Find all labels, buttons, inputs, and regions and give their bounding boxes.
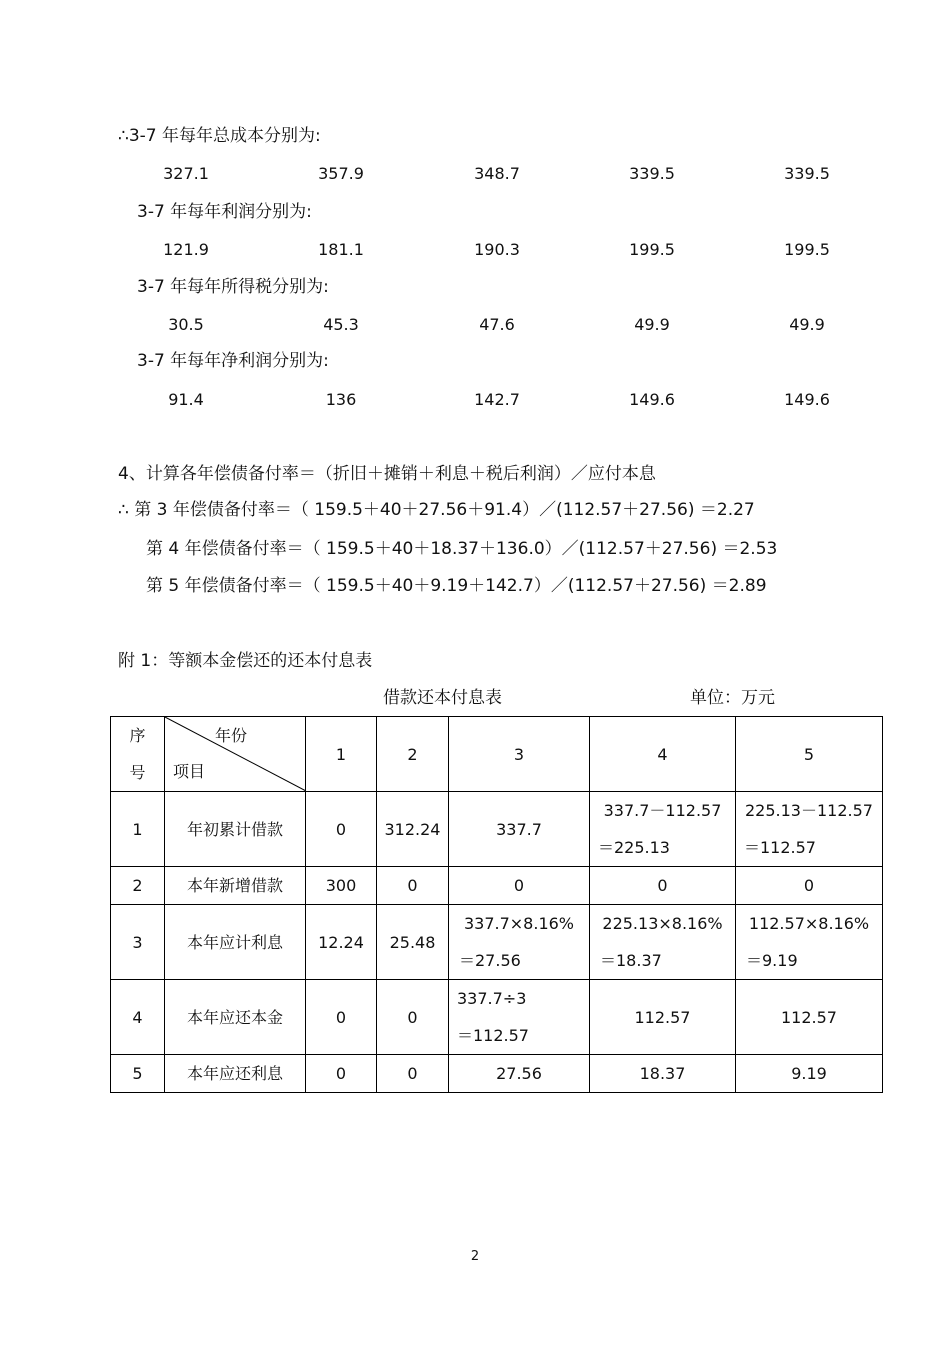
coverage-year3: ∴ 第 3 年偿债备付率＝（ 159.5＋40＋27.56＋91.4）／(112.57＋27.56) ＝2.27	[118, 500, 755, 520]
cell	[449, 905, 590, 980]
cell-line: ＝9.19	[746, 951, 798, 970]
cost-value: 348.7	[474, 164, 520, 183]
row-item: 本年应还本金	[165, 980, 306, 1055]
net-value: 149.6	[784, 390, 830, 409]
tax-value: 47.6	[479, 315, 515, 334]
net-value: 142.7	[474, 390, 520, 409]
cell: 0	[377, 1055, 449, 1093]
header-diagonal-cell	[165, 717, 306, 792]
row-seq: 3	[111, 905, 165, 980]
row-seq: 4	[111, 980, 165, 1055]
profit-value: 199.5	[784, 240, 830, 259]
cell	[736, 905, 883, 980]
cost-value: 339.5	[784, 164, 830, 183]
profit-value: 199.5	[629, 240, 675, 259]
row-seq: 5	[111, 1055, 165, 1093]
appendix-title: 附 1：等额本金偿还的还本付息表	[118, 651, 373, 671]
header-year: 4	[590, 717, 736, 792]
table-title: 借款还本付息表	[383, 688, 502, 708]
header-item-label: 项目	[173, 762, 206, 781]
cell-line: 112.57×8.16%	[748, 914, 870, 933]
cell: 27.56	[449, 1055, 590, 1093]
header-seq	[111, 717, 165, 792]
coverage-year5: 第 5 年偿债备付率＝（ 159.5＋40＋9.19＋142.7）／(112.57＋27.56) ＝2.89	[146, 576, 767, 596]
table-header-row	[111, 717, 883, 792]
cell-line: 225.13－112.57	[745, 801, 873, 820]
table-row	[111, 905, 883, 980]
cell: 0	[449, 867, 590, 905]
row-seq: 1	[111, 792, 165, 867]
table-row	[111, 867, 883, 905]
net-title: 3-7 年每年净利润分别为:	[137, 351, 329, 371]
cell: 25.48	[377, 905, 449, 980]
table-row	[111, 792, 883, 867]
header-year: 1	[306, 717, 377, 792]
cell	[590, 905, 736, 980]
cell-line: ＝225.13	[598, 838, 670, 857]
tax-value: 30.5	[168, 315, 204, 334]
cell: 0	[377, 867, 449, 905]
cost-value: 357.9	[318, 164, 364, 183]
net-value: 149.6	[629, 390, 675, 409]
repayment-table	[110, 716, 883, 1093]
unit-label: 单位：万元	[690, 688, 775, 708]
cell: 0	[736, 867, 883, 905]
cell: 12.24	[306, 905, 377, 980]
header-year: 5	[736, 717, 883, 792]
tax-value: 49.9	[789, 315, 825, 334]
cell: 112.57	[736, 980, 883, 1055]
net-value: 91.4	[168, 390, 204, 409]
section4-heading: 4、计算各年偿债备付率＝（折旧＋摊销＋利息＋税后利润）／应付本息	[118, 464, 656, 484]
table-row	[111, 1055, 883, 1093]
cell: 300	[306, 867, 377, 905]
table-row	[111, 980, 883, 1055]
header-year-label: 年份	[215, 726, 248, 745]
cell: 0	[306, 792, 377, 867]
tax-title: 3-7 年每年所得税分别为:	[137, 277, 329, 297]
cell-line: ＝112.57	[457, 1026, 529, 1045]
cell-line: 337.7－112.57	[603, 801, 722, 820]
cost-title: ∴3-7 年每年总成本分别为:	[118, 126, 321, 146]
cell	[736, 792, 883, 867]
net-value: 136	[325, 390, 357, 409]
row-item: 本年应计利息	[165, 905, 306, 980]
row-item: 本年应还利息	[165, 1055, 306, 1093]
cell: 0	[306, 980, 377, 1055]
cell	[590, 792, 736, 867]
tax-value: 45.3	[323, 315, 359, 334]
header-year: 2	[377, 717, 449, 792]
cell: 0	[306, 1055, 377, 1093]
cell-line: ＝112.57	[744, 838, 816, 857]
cost-value: 327.1	[163, 164, 209, 183]
header-seq-line: 序	[129, 726, 146, 745]
cell: 312.24	[377, 792, 449, 867]
page-number: 2	[470, 1249, 480, 1264]
coverage-year4: 第 4 年偿债备付率＝（ 159.5＋40＋18.37＋136.0）／(112.57＋27.56) ＝2.53	[146, 539, 778, 559]
profit-value: 121.9	[163, 240, 209, 259]
cell: 0	[377, 980, 449, 1055]
header-seq-line: 号	[129, 763, 146, 782]
cost-value: 339.5	[629, 164, 675, 183]
cell-line: ＝18.37	[600, 951, 662, 970]
row-item: 本年新增借款	[165, 867, 306, 905]
cell: 18.37	[590, 1055, 736, 1093]
cell-line: 337.7÷3	[457, 989, 527, 1008]
cell-line: ＝27.56	[459, 951, 521, 970]
cell-line: 225.13×8.16%	[602, 914, 723, 933]
cell: 337.7	[449, 792, 590, 867]
profit-title: 3-7 年每年利润分别为:	[137, 202, 312, 222]
header-year: 3	[449, 717, 590, 792]
cell: 9.19	[736, 1055, 883, 1093]
profit-value: 190.3	[474, 240, 520, 259]
tax-value: 49.9	[634, 315, 670, 334]
cell	[449, 980, 590, 1055]
cell: 112.57	[590, 980, 736, 1055]
row-seq: 2	[111, 867, 165, 905]
profit-value: 181.1	[318, 240, 364, 259]
cell: 0	[590, 867, 736, 905]
cell-line: 337.7×8.16%	[463, 914, 575, 933]
row-item: 年初累计借款	[165, 792, 306, 867]
